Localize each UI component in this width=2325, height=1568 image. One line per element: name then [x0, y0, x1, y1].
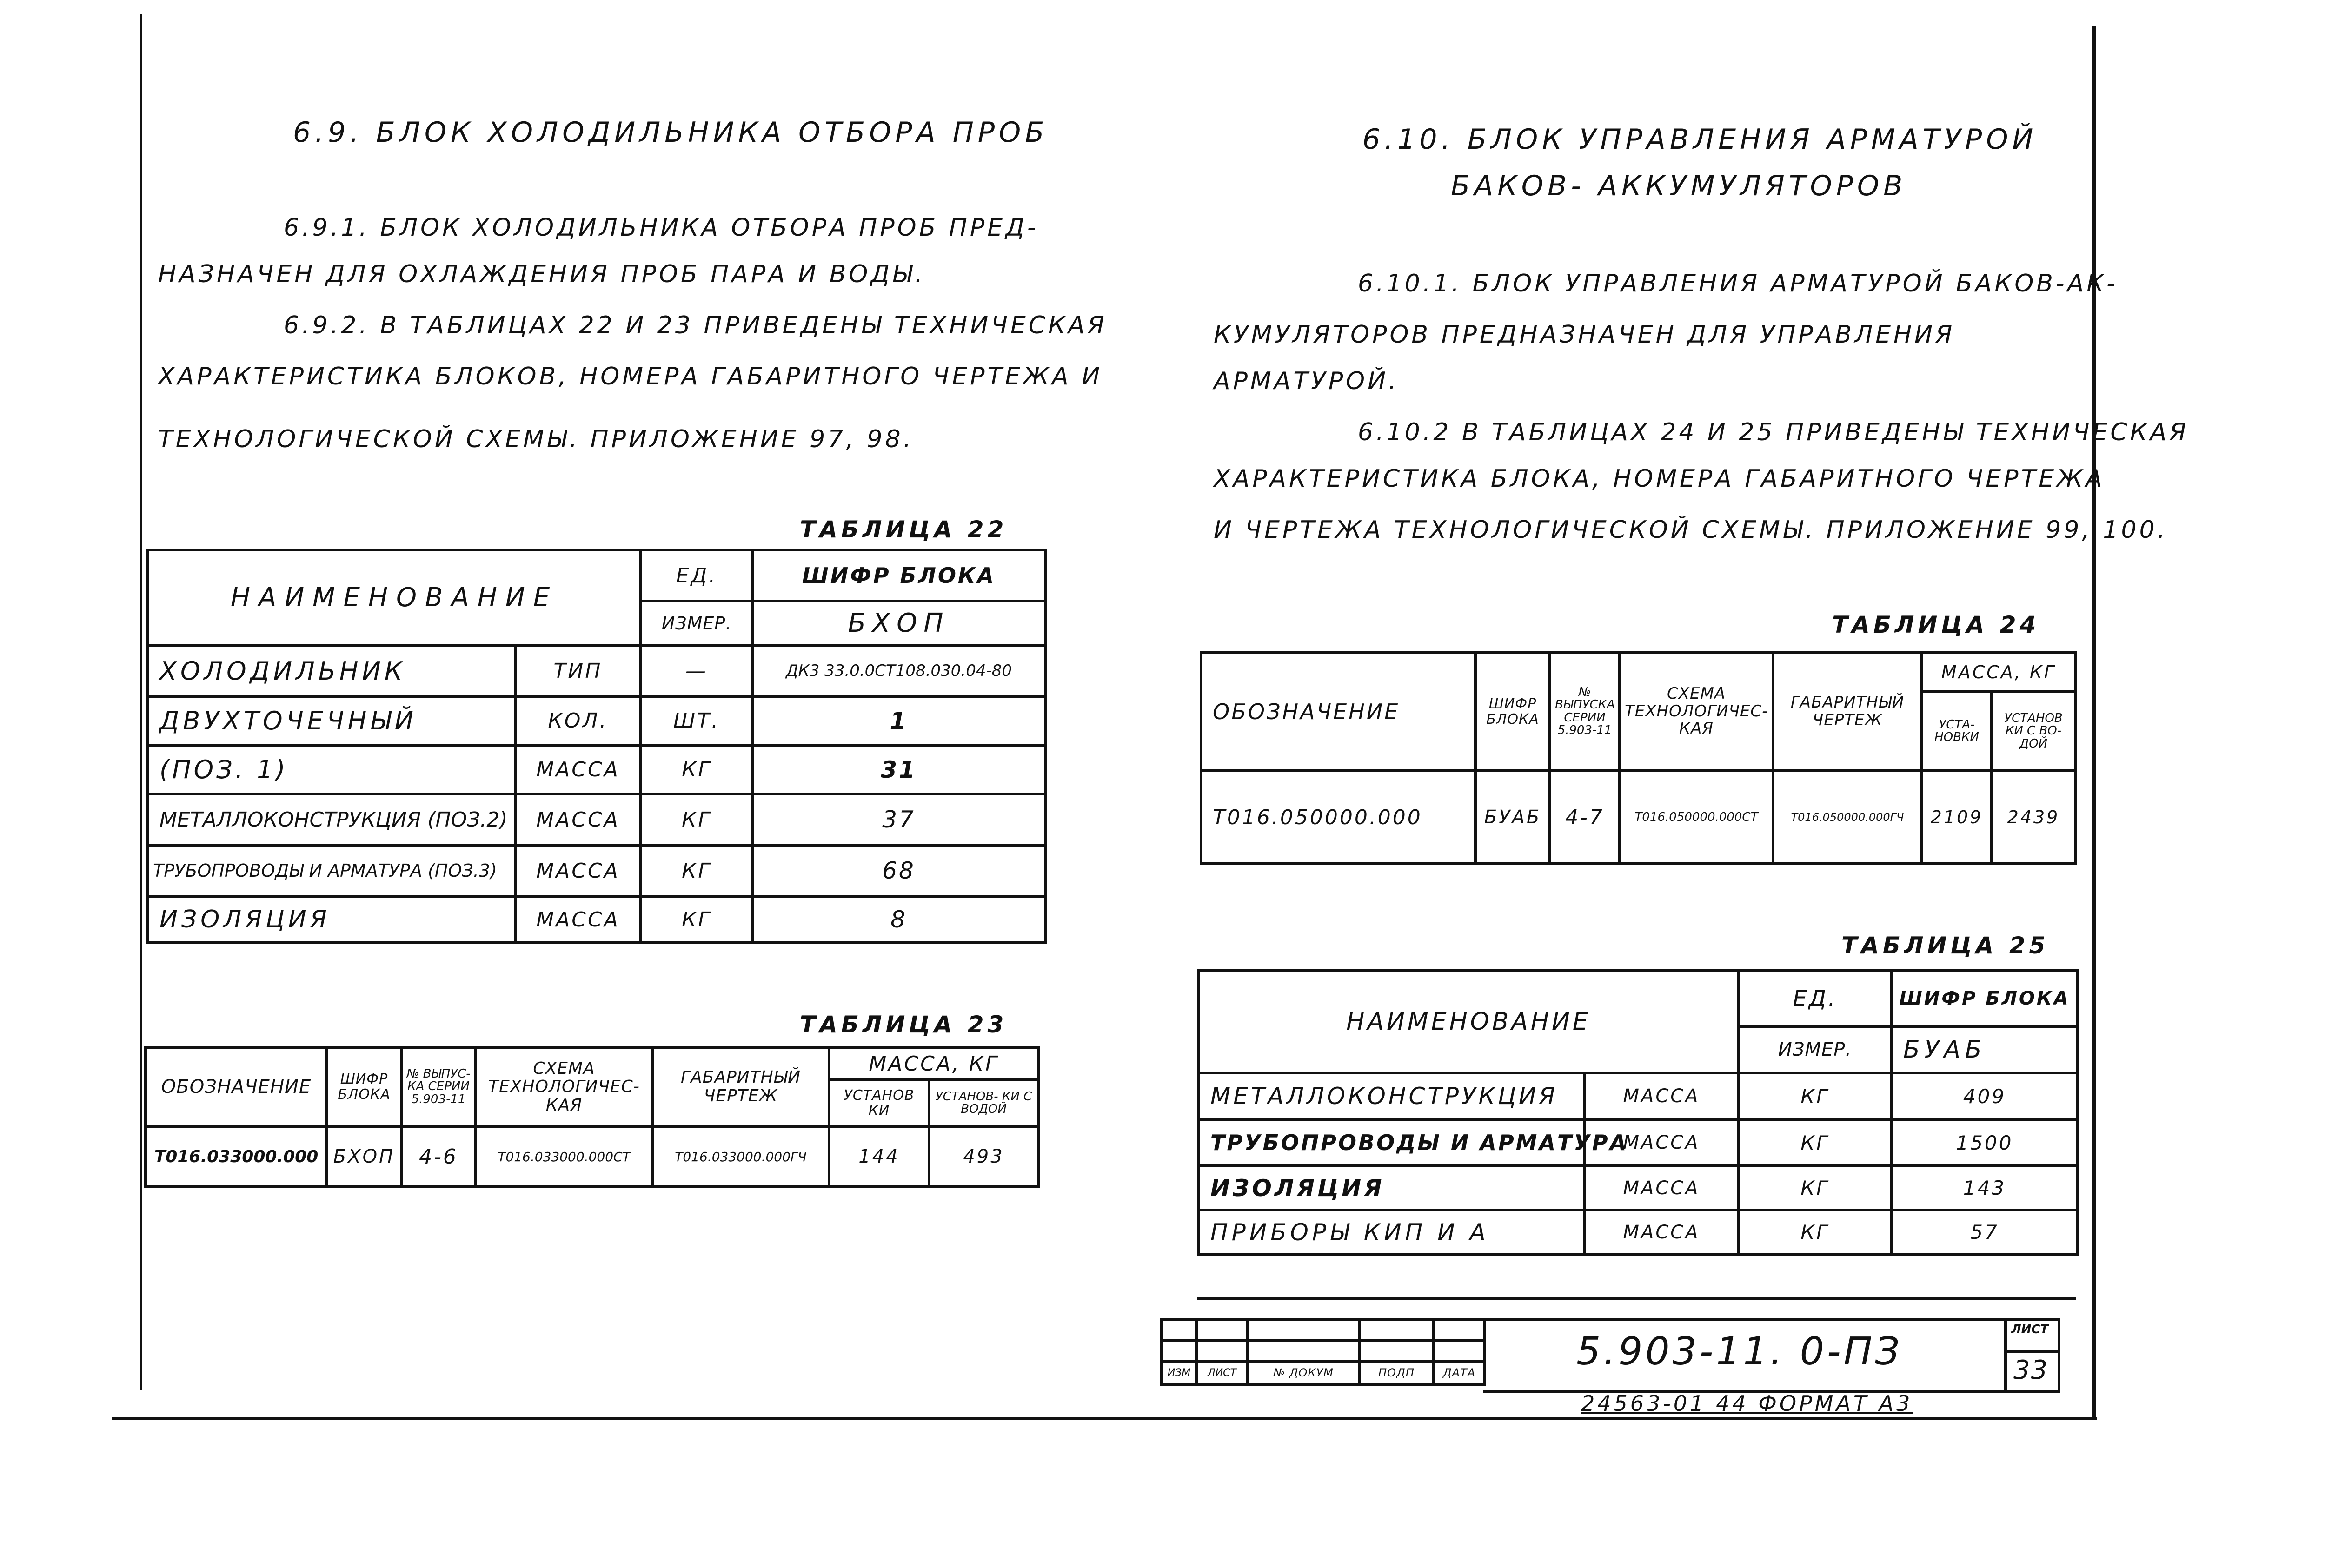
title-block-label-doc: № ДОКУМ: [1248, 1361, 1359, 1384]
table24-dims: Т016.050000.000ГЧ: [1773, 771, 1922, 864]
table24-header-designation: ОБОЗНАЧЕНИЕ: [1201, 652, 1475, 771]
table22-row6-value: 8: [752, 896, 1045, 943]
revision-cell: [1359, 1319, 1434, 1340]
table25-row: [1199, 1073, 2078, 1119]
frame-bottom-border: [112, 1417, 2097, 1420]
table22-row5-param: МАССА: [515, 845, 641, 896]
table25-row4-name: ПРИБОРЫ КИП И А: [1199, 1210, 1585, 1254]
table22-row4-name: МЕТАЛЛОКОНСТРУКЦИЯ (ПОЗ.2): [148, 794, 515, 845]
table25: [1197, 969, 2079, 1256]
revision-cell: [1248, 1319, 1359, 1340]
table22-header-unit2: ИЗМЕР.: [641, 601, 752, 645]
table22-item1-line2: ДВУХТОЧЕЧНЫЙ: [148, 696, 515, 745]
section-10-p2-line2: ХАРАКТЕРИСТИКА БЛОКА, НОМЕРА ГАБАРИТНОГО ЧЕРТЕЖА: [1214, 465, 2105, 493]
title-block-top-line: [1483, 1318, 2060, 1321]
table24-header-mass-install: УСТА- НОВКИ: [1922, 692, 1992, 771]
table25-header-unit1: ЕД.: [1738, 971, 1892, 1026]
table23-mass-install: 144: [829, 1126, 929, 1187]
table24: [1200, 651, 2077, 865]
table25-row4-param: МАССА: [1585, 1210, 1738, 1254]
frame-left-border: [140, 14, 142, 1390]
table24-mass-install: 2109: [1922, 771, 1992, 864]
table25-row2-param: МАССА: [1585, 1119, 1738, 1166]
revision-cell: [1434, 1340, 1485, 1361]
title-block-sheet-label: ЛИСТ: [2011, 1323, 2049, 1336]
table23-header-dims: ГАБАРИТНЫЙ ЧЕРТЕЖ: [652, 1047, 829, 1126]
table25-row3-value: 143: [1892, 1166, 2078, 1210]
revision-cell: [1359, 1340, 1434, 1361]
section-10-p2-line3: И ЧЕРТЕЖА ТЕХНОЛОГИЧЕСКОЙ СХЕМЫ. ПРИЛОЖЕНИЕ 99, 100.: [1214, 516, 2168, 544]
table23-designation: Т016.033000.000: [146, 1126, 327, 1187]
table23-scheme: Т016.033000.000СТ: [476, 1126, 652, 1187]
table25-row: [1199, 1210, 2078, 1254]
revision-cell: [1162, 1340, 1196, 1361]
table22-row3-value: 31: [752, 745, 1045, 794]
table25-row1-value: 409: [1892, 1073, 2078, 1119]
table22-row6-name: ИЗОЛЯЦИЯ: [148, 896, 515, 943]
table22-row4-param: МАССА: [515, 794, 641, 845]
table22-row6-unit: КГ: [641, 896, 752, 943]
section-9-p2-line3: ТЕХНОЛОГИЧЕСКОЙ СХЕМЫ. ПРИЛОЖЕНИЕ 97, 98.: [158, 425, 914, 453]
table22-row1-param: ТИП: [515, 645, 641, 696]
table23-mass-water: 493: [929, 1126, 1038, 1187]
revision-cell: [1196, 1319, 1248, 1340]
revision-cell: [1248, 1340, 1359, 1361]
table22-item1-line3: (ПОЗ. 1): [148, 745, 515, 794]
table25-row3-param: МАССА: [1585, 1166, 1738, 1210]
table22-row6-param: МАССА: [515, 896, 641, 943]
title-block-divider: [2004, 1318, 2007, 1392]
table23-header-scheme: СХЕМА ТЕХНОЛОГИЧЕС- КАЯ: [476, 1047, 652, 1126]
section-10-p1-line1: 6.10.1. БЛОК УПРАВЛЕНИЯ АРМАТУРОЙ БАКОВ-АК-: [1358, 270, 2118, 298]
title-block-sheet-right: [2058, 1318, 2060, 1392]
table23-header-mass-water: УСТАНОВ- КИ С ВОДОЙ: [929, 1080, 1038, 1126]
title-block-label-list: ЛИСТ: [1196, 1361, 1248, 1384]
table24-designation: Т016.050000.000: [1201, 771, 1475, 864]
table22-row5-unit: КГ: [641, 845, 752, 896]
table22-row5-value: 68: [752, 845, 1045, 896]
section-9-p1-line2: НАЗНАЧЕН ДЛЯ ОХЛАЖДЕНИЯ ПРОБ ПАРА И ВОДЫ.: [158, 260, 926, 288]
table22-item1-line1: ХОЛОДИЛЬНИК: [148, 645, 515, 696]
table25-row2-name: ТРУБОПРОВОДЫ И АРМАТУРА: [1199, 1119, 1585, 1166]
table23-code: БХОП: [327, 1126, 401, 1187]
title-block-revision-grid: [1160, 1318, 1486, 1386]
title-block-label-sign: ПОДП: [1359, 1361, 1434, 1384]
section-10-p1-line3: АРМАТУРОЙ.: [1214, 367, 1399, 395]
table24-header-dims: ГАБАРИТНЫЙ ЧЕРТЕЖ: [1773, 652, 1922, 771]
table25-row3-name: ИЗОЛЯЦИЯ: [1199, 1166, 1585, 1210]
table22-header-name: НАИМЕНОВАНИЕ: [148, 550, 641, 645]
table24-header-issue: № ВЫПУСКА СЕРИИ 5.903-11: [1550, 652, 1620, 771]
table24-mass-water: 2439: [1992, 771, 2075, 864]
table23-dims: Т016.033000.000ГЧ: [652, 1126, 829, 1187]
table22-header-code: ШИФР БЛОКА: [752, 550, 1045, 601]
section-10-p2-line1: 6.10.2 В ТАБЛИЦАХ 24 И 25 ПРИВЕДЕНЫ ТЕХНИЧЕСКАЯ: [1358, 418, 2189, 446]
table25-row2-value: 1500: [1892, 1119, 2078, 1166]
table25-bottom-extension: [1197, 1297, 2076, 1300]
revision-cell: [1196, 1340, 1248, 1361]
table22-row4-unit: КГ: [641, 794, 752, 845]
table25-row1-param: МАССА: [1585, 1073, 1738, 1119]
table25-header-code-value: БУАБ: [1892, 1026, 2078, 1073]
title-block-label-izm: ИЗМ: [1162, 1361, 1196, 1384]
revision-cell: [1434, 1319, 1485, 1340]
section-10-heading-line2: БАКОВ- АККУМУЛЯТОРОВ: [1451, 170, 1907, 202]
table22-row2-param: КОЛ.: [515, 696, 641, 745]
table25-row4-unit: КГ: [1738, 1210, 1892, 1254]
table22-row2-value: 1: [752, 696, 1045, 745]
table22-row2-unit: ШТ.: [641, 696, 752, 745]
table25-row1-unit: КГ: [1738, 1073, 1892, 1119]
section-9-heading: 6.9. БЛОК ХОЛОДИЛЬНИКА ОТБОРА ПРОБ: [293, 116, 1049, 149]
section-9-p2-line2: ХАРАКТЕРИСТИКА БЛОКОВ, НОМЕРА ГАБАРИТНОГО ЧЕРТЕЖА И: [158, 363, 1103, 390]
table23-header-code: ШИФР БЛОКА: [327, 1047, 401, 1126]
table25-header-code: ШИФР БЛОКА: [1892, 971, 2078, 1026]
table25-row3-unit: КГ: [1738, 1166, 1892, 1210]
table25-caption: ТАБЛИЦА 25: [1841, 932, 2049, 959]
table22-caption: ТАБЛИЦА 22: [800, 516, 1008, 543]
section-9-p1-line1: 6.9.1. БЛОК ХОЛОДИЛЬНИКА ОТБОРА ПРОБ ПРЕД-: [284, 214, 1039, 242]
table22: [146, 549, 1047, 944]
table24-header-mass-water: УСТАНОВ КИ С ВО- ДОЙ: [1992, 692, 2075, 771]
frame-right-border: [2092, 26, 2096, 1420]
table23-header-issue: № ВЫПУС- КА СЕРИИ 5.903-11: [401, 1047, 476, 1126]
table25-row4-value: 57: [1892, 1210, 2078, 1254]
table24-header-scheme: СХЕМА ТЕХНОЛОГИЧЕС- КАЯ: [1620, 652, 1773, 771]
table25-header-name: НАИМЕНОВАНИЕ: [1199, 971, 1738, 1073]
table22-row4-value: 37: [752, 794, 1045, 845]
table22-header-code-value: БХОП: [752, 601, 1045, 645]
table22-header-unit1: ЕД.: [641, 550, 752, 601]
table22-row5-name: ТРУБОПРОВОДЫ И АРМАТУРА (ПОЗ.3): [148, 845, 515, 896]
table24-header-mass: МАССА, КГ: [1922, 652, 2075, 692]
table23-header-designation: ОБОЗНАЧЕНИЕ: [146, 1047, 327, 1126]
table24-code: БУАБ: [1475, 771, 1550, 864]
table22-row1-value: ДК3 33.0.0СТ108.030.04-80: [752, 645, 1045, 696]
table22-row3-unit: КГ: [641, 745, 752, 794]
table23-issue: 4-6: [401, 1126, 476, 1187]
table25-row2-unit: КГ: [1738, 1119, 1892, 1166]
revision-cell: [1162, 1319, 1196, 1340]
table24-issue: 4-7: [1550, 771, 1620, 864]
table25-header-unit2: ИЗМЕР.: [1738, 1026, 1892, 1073]
title-block-designation: 5.903-11. 0-ПЗ: [1576, 1330, 1902, 1374]
table23: [144, 1046, 1040, 1188]
table25-row: [1199, 1119, 2078, 1166]
title-block-sheet-divider: [2004, 1350, 2060, 1353]
table24-caption: ТАБЛИЦА 24: [1832, 611, 2040, 638]
table23-header-mass: МАССА, КГ: [829, 1047, 1038, 1080]
table24-scheme: Т016.050000.000СТ: [1620, 771, 1773, 864]
table22-row3-param: МАССА: [515, 745, 641, 794]
table23-header-mass-install: УСТАНОВ КИ: [829, 1080, 929, 1126]
section-10-heading-line1: 6.10. БЛОК УПРАВЛЕНИЯ АРМАТУРОЙ: [1362, 123, 2038, 156]
table24-header-code: ШИФР БЛОКА: [1475, 652, 1550, 771]
table25-row: [1199, 1166, 2078, 1210]
title-block-label-date: ДАТА: [1434, 1361, 1485, 1384]
table23-caption: ТАБЛИЦА 23: [800, 1011, 1008, 1038]
section-10-p1-line2: КУМУЛЯТОРОВ ПРЕДНАЗНАЧЕН ДЛЯ УПРАВЛЕНИЯ: [1214, 321, 1955, 349]
table22-row1-unit: —: [641, 645, 752, 696]
title-block-sheet-number: 33: [2013, 1355, 2049, 1385]
title-block-footer: 24563-01 44 ФОРМАТ А3: [1581, 1391, 1913, 1416]
section-9-p2-line1: 6.9.2. В ТАБЛИЦАХ 22 И 23 ПРИВЕДЕНЫ ТЕХНИЧЕСКАЯ: [284, 311, 1107, 339]
table25-row1-name: МЕТАЛЛОКОНСТРУКЦИЯ: [1199, 1073, 1585, 1119]
